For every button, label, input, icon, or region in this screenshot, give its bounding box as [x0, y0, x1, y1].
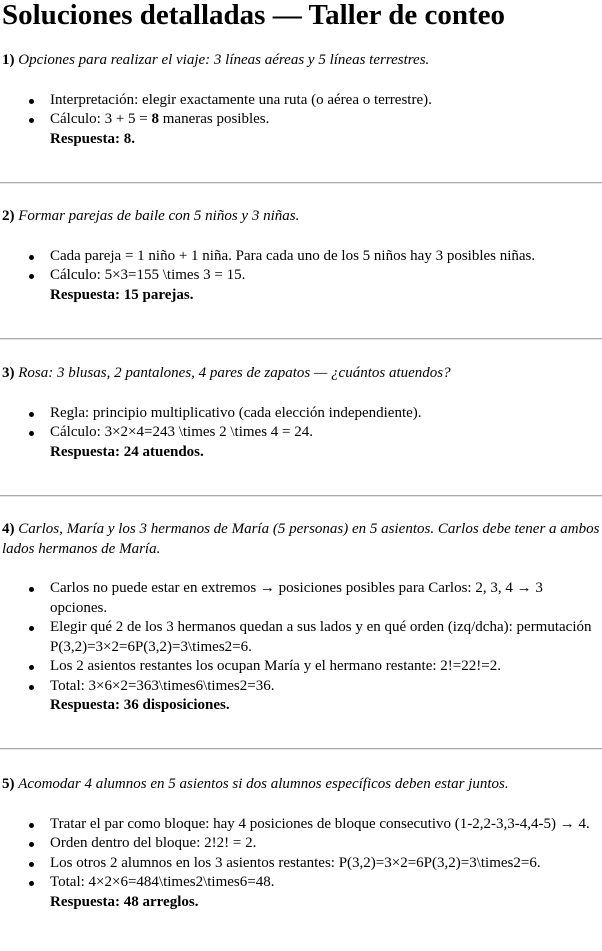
page-title: Soluciones detalladas — Taller de conteo	[2, 0, 505, 31]
question-1	[2, 51, 600, 71]
list-item: Cada pareja = 1 niño + 1 niña. Para cada uno de los 5 niños hay 3 posibles niñas.	[50, 247, 602, 267]
divider	[0, 495, 602, 497]
solution-3	[0, 364, 602, 462]
question-4	[2, 520, 600, 559]
question-number: 1)	[2, 52, 15, 68]
steps-list	[0, 815, 602, 913]
question-number: 5)	[2, 776, 15, 792]
calc-prefix: Cálculo: 3 + 5 =	[50, 111, 152, 127]
list-item: Total: 4×2×6=484\times2\times6=48.	[50, 873, 602, 893]
question-text: Acomodar 4 alumnos en 5 asientos si dos alumnos específicos deben estar juntos.	[18, 776, 509, 792]
divider	[0, 182, 602, 184]
divider	[0, 338, 602, 340]
answer: Respuesta: 15 parejas.	[50, 286, 194, 303]
answer: Respuesta: 48 arreglos.	[50, 893, 199, 910]
question-number: 2)	[2, 208, 15, 224]
solution-4	[0, 520, 602, 716]
steps-list	[0, 579, 602, 716]
list-item: Orden dentro del bloque: 2!2! = 2.	[50, 834, 602, 854]
list-item	[50, 110, 602, 130]
steps-list	[0, 91, 602, 150]
question-number: 4)	[2, 521, 15, 537]
steps-list	[0, 247, 602, 306]
solution-1	[0, 51, 602, 149]
list-item: Total: 3×6×2=363\times6\times2=36.	[50, 677, 602, 697]
steps-list	[0, 404, 602, 463]
solution-5	[0, 775, 602, 912]
question-text: Rosa: 3 blusas, 2 pantalones, 4 pares de zapatos — ¿cuántos atuendos?	[18, 365, 451, 381]
list-item: Cálculo: 3×2×4=243 \times 2 \times 4 = 24.	[50, 423, 602, 443]
list-item: Elegir qué 2 de los 3 hermanos quedan a sus lados y en qué orden (izq/dcha): permutación P(3,2)=3×2=6P(3,2)=3\times2=6.	[50, 618, 602, 657]
divider	[0, 748, 602, 750]
question-3	[2, 364, 600, 384]
question-text: Opciones para realizar el viaje: 3 líneas aéreas y 5 líneas terrestres.	[18, 52, 430, 68]
answer: Respuesta: 36 disposiciones.	[50, 697, 230, 713]
answer: Respuesta: 8.	[50, 130, 135, 147]
list-item: Tratar el par como bloque: hay 4 posiciones de bloque consecutivo (1-2,2-3,3-4,4-5) → 4.	[50, 815, 602, 835]
list-item: Los otros 2 alumnos en los 3 asientos restantes: P(3,2)=3×2=6P(3,2)=3\times2=6.	[50, 854, 602, 874]
question-text: Formar parejas de baile con 5 niños y 3 niñas.	[18, 208, 300, 224]
list-item: Regla: principio multiplicativo (cada elección independiente).	[50, 404, 602, 424]
list-item: Cálculo: 5×3=155 \times 3 = 15.	[50, 266, 602, 286]
calc-suffix: maneras posibles.	[159, 111, 270, 127]
calc-result: 8	[151, 111, 159, 127]
list-item: Los 2 asientos restantes los ocupan María y el hermano restante: 2!=22!=2.	[50, 657, 602, 677]
list-item: Interpretación: elegir exactamente una ruta (o aérea o terrestre).	[50, 91, 602, 111]
question-text: Carlos, María y los 3 hermanos de María (5 personas) en 5 asientos. Carlos debe tener a ambos lados hermanos de María.	[2, 521, 600, 557]
question-number: 3)	[2, 365, 15, 381]
list-item: Carlos no puede estar en extremos → posiciones posibles para Carlos: 2, 3, 4 → 3 opciones.	[50, 579, 602, 618]
question-2	[2, 207, 600, 227]
answer: Respuesta: 24 atuendos.	[50, 443, 204, 460]
question-5	[2, 775, 600, 795]
solution-2	[0, 207, 602, 305]
